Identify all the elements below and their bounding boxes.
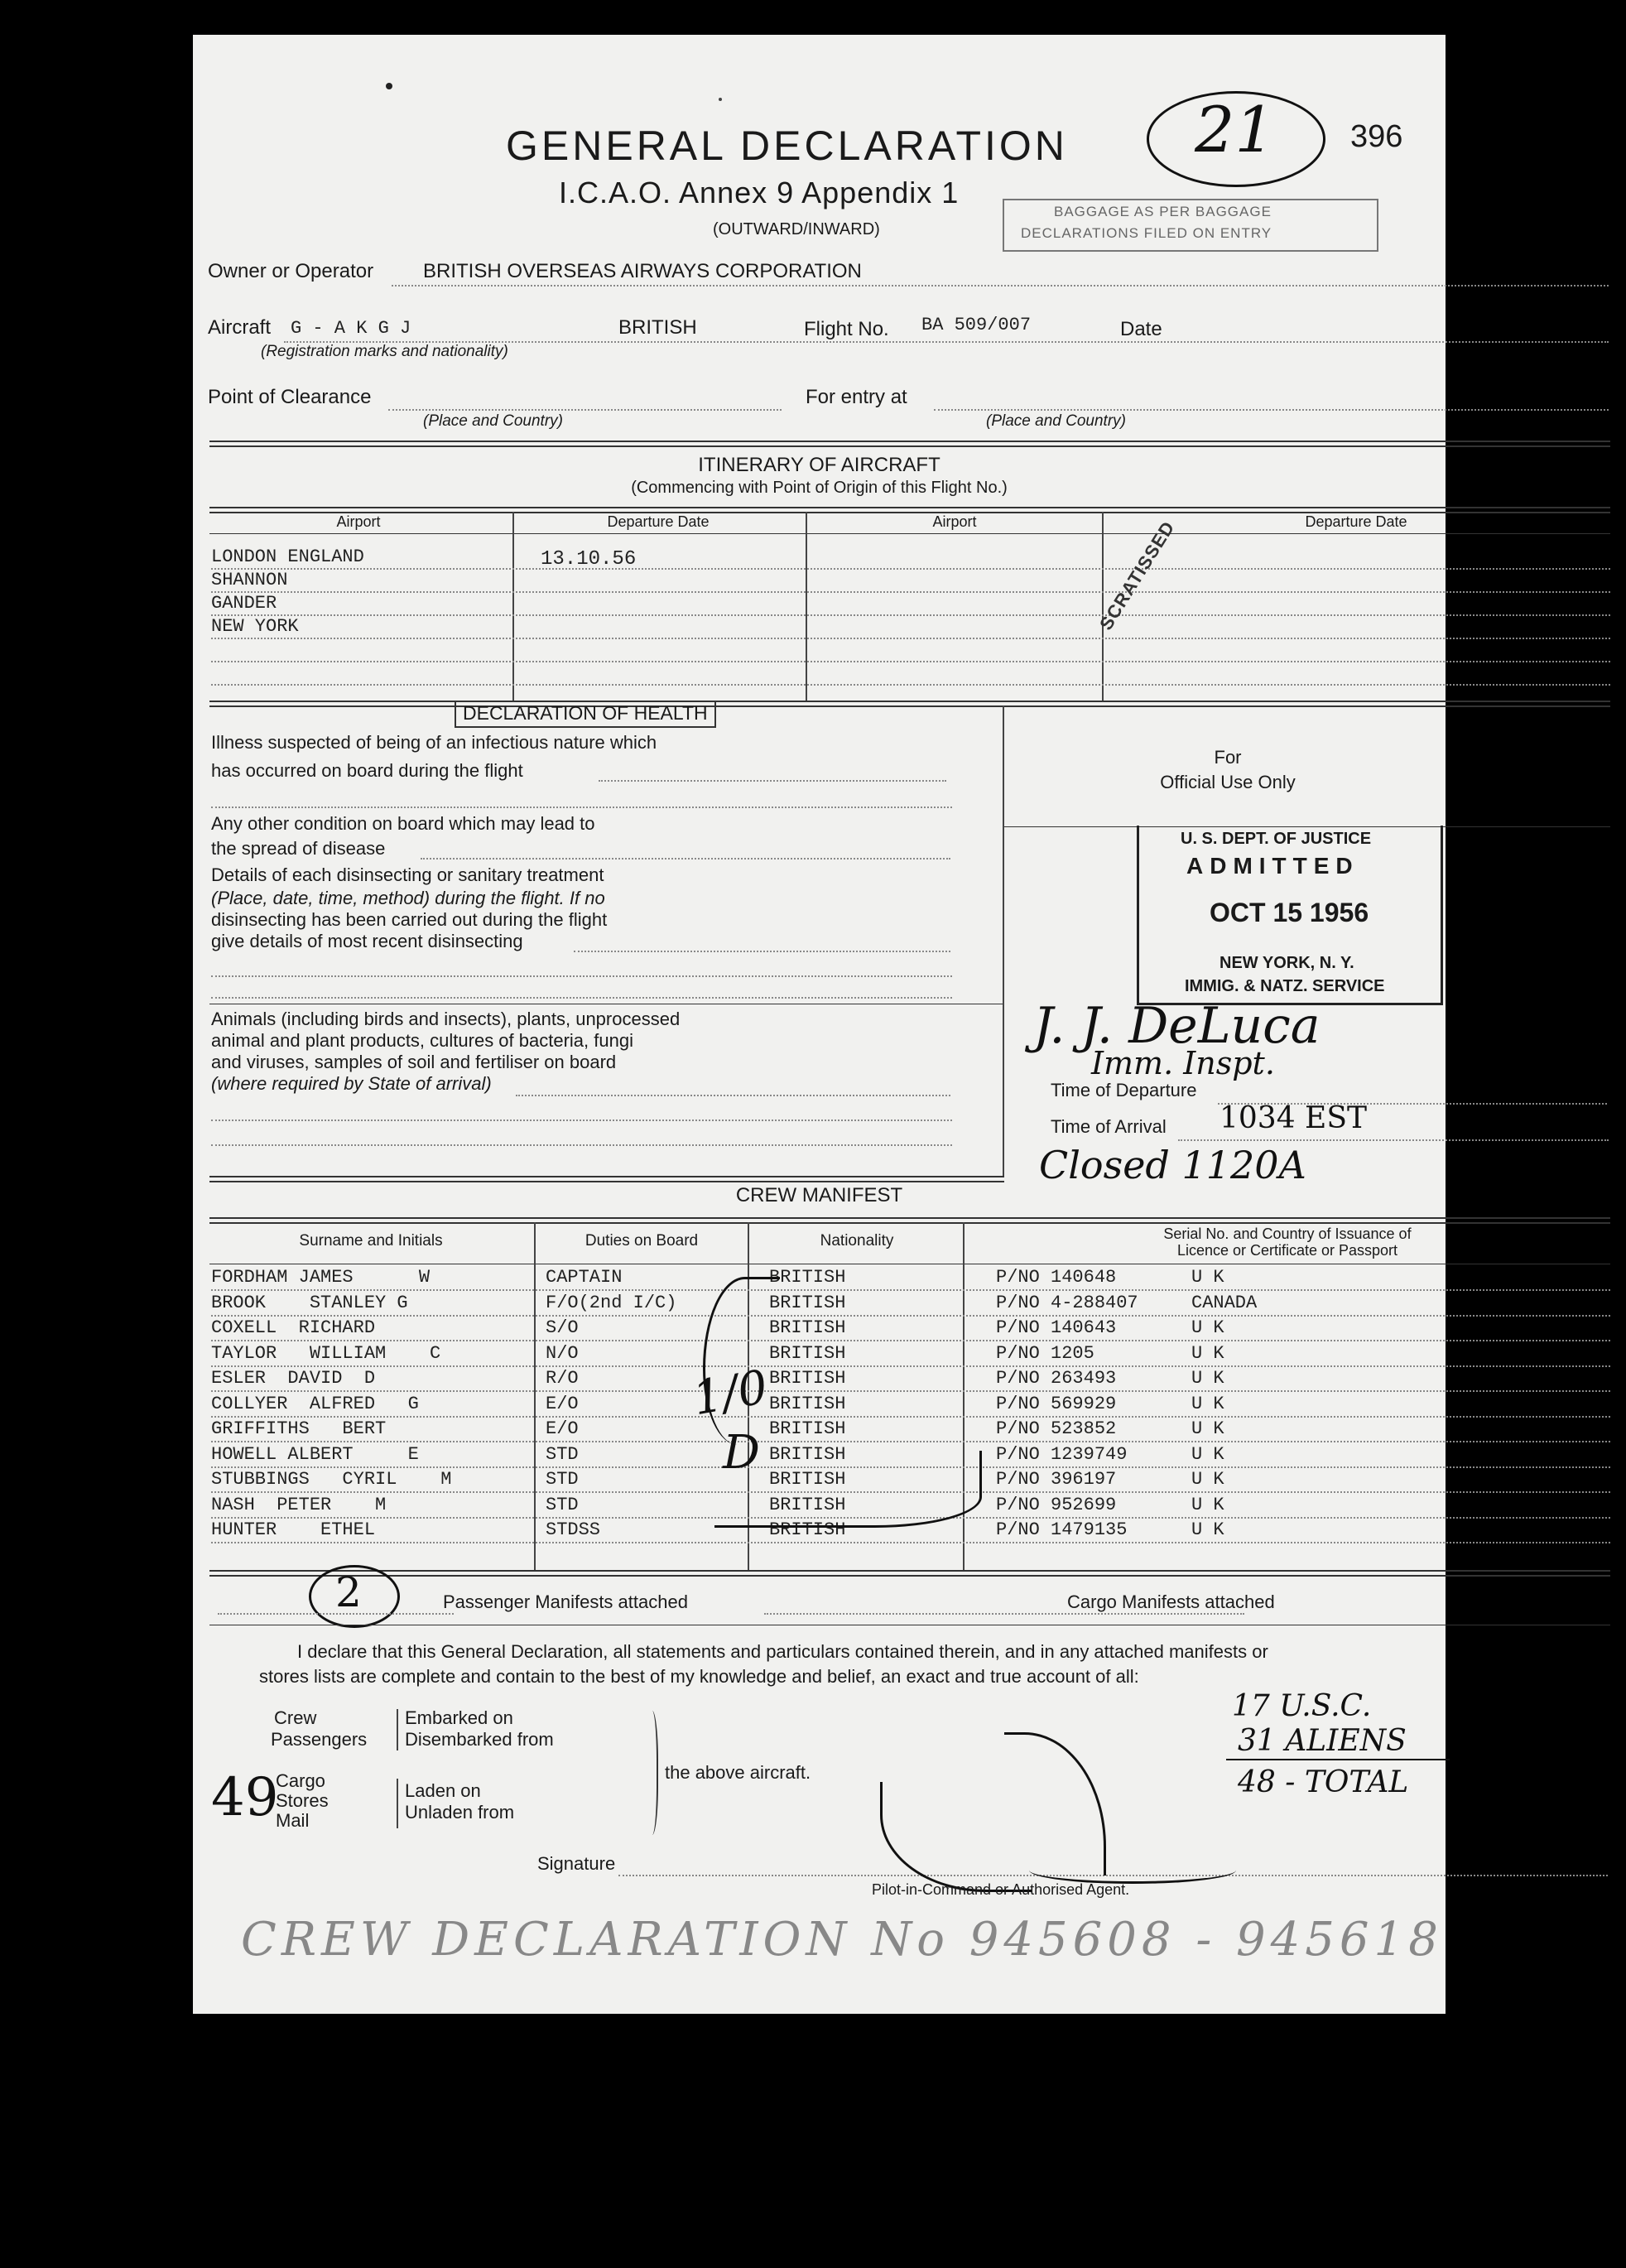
tally-aliens: 31 ALIENS (1238, 1724, 1407, 1758)
tally-total: 48 - TOTAL (1238, 1765, 1409, 1799)
crew-row-rule (211, 1340, 1610, 1341)
crew-header-serial-2: Licence or Certificate or Passport (1176, 1242, 1398, 1259)
itinerary-header-airport-1: Airport (336, 513, 381, 530)
disembarked-word: Disembarked from (405, 1729, 554, 1750)
crew-row-rule (211, 1441, 1610, 1442)
crew-row-nationality: BRITISH (769, 1469, 846, 1490)
crew-row-country: U K (1191, 1469, 1224, 1490)
crew-row-duty: F/O(2nd I/C) (546, 1292, 677, 1313)
itinerary-airport-3: GANDER (211, 593, 277, 614)
hand-count-49: 49 (211, 1767, 279, 1828)
mail-word: Mail (276, 1810, 310, 1831)
inspector-signature: J. J. DeLuca (1033, 997, 1321, 1055)
crew-header-duties: Duties on Board (584, 1232, 699, 1250)
signature-label: Signature (537, 1853, 616, 1874)
crew-row-name: STUBBINGS CYRIL M (211, 1469, 452, 1490)
stamp-text-3: OCT 15 1956 (1210, 898, 1369, 927)
crew-row-name: COXELL RICHARD (211, 1317, 376, 1338)
inspector-title: Imm. Inspt. (1091, 1045, 1275, 1081)
crew-row-nationality: BRITISH (769, 1519, 846, 1540)
owner-label: Owner or Operator (208, 260, 374, 282)
stamp-text-1: U. S. DEPT. OF JUSTICE (1181, 830, 1372, 848)
crew-declaration-note: CREW DECLARATION No 945608 - 945618 (241, 1913, 1443, 1967)
crew-row-country: U K (1191, 1342, 1224, 1364)
crew-row-passport: P/NO 263493 (996, 1368, 1117, 1389)
itinerary-header-date-1: Departure Date (607, 513, 710, 530)
crew-header-nationality: Nationality (820, 1232, 894, 1250)
clearance-label: Point of Clearance (208, 386, 372, 408)
official-title-2: Official Use Only (1160, 772, 1296, 792)
stamp-text-2: ADMITTED (1186, 853, 1359, 879)
arrival-time-label: Time of Arrival (1051, 1116, 1167, 1137)
crew-hand-mark-2: D (723, 1426, 760, 1480)
document-page (193, 35, 1446, 2014)
health-animals-2: animal and plant products, cultures of bacteria, fungi (211, 1030, 633, 1051)
crew-row-passport: P/NO 569929 (996, 1393, 1117, 1414)
crew-row-country: U K (1191, 1368, 1224, 1389)
crew-row-nationality: BRITISH (769, 1342, 846, 1364)
crew-row-nationality: BRITISH (769, 1368, 846, 1389)
crew-row-nationality: BRITISH (769, 1443, 846, 1465)
crew-row-passport: P/NO 1479135 (996, 1519, 1128, 1540)
crew-row-nationality: BRITISH (769, 1393, 846, 1414)
crew-row-name: HUNTER ETHEL (211, 1519, 376, 1540)
clearance-note: (Place and Country) (423, 412, 563, 430)
passenger-manifest-count: 2 (335, 1568, 362, 1616)
health-other-2: the spread of disease (211, 838, 386, 859)
above-aircraft: the above aircraft. (665, 1762, 811, 1783)
crew-row-passport: P/NO 396197 (996, 1469, 1117, 1490)
date-label: Date (1120, 318, 1162, 340)
crew-row-duty: E/O (546, 1418, 579, 1439)
itinerary-airport-4: NEW YORK (211, 616, 299, 637)
entry-note: (Place and Country) (986, 412, 1126, 430)
tally-usc: 17 U.S.C. (1232, 1689, 1372, 1723)
baggage-stamp: BAGGAGE AS PER BAGGAGE DECLARATIONS FILED ON ENTRY (1003, 199, 1378, 252)
owner-value: BRITISH OVERSEAS AIRWAYS CORPORATION (423, 260, 862, 282)
crew-row-duty: STD (546, 1469, 579, 1490)
crew-row-rule (211, 1416, 1610, 1418)
crew-row-nationality: BRITISH (769, 1267, 846, 1288)
crew-row-name: FORDHAM JAMES W (211, 1267, 431, 1288)
crew-row-duty: STDSS (546, 1519, 601, 1540)
page-subtitle: I.C.A.O. Annex 9 Appendix 1 (559, 176, 960, 209)
unladen-word: Unladen from (405, 1802, 515, 1823)
crew-row-nationality: BRITISH (769, 1494, 846, 1515)
flight-label: Flight No. (804, 318, 889, 340)
speck (719, 98, 722, 101)
passengers-word: Passengers (271, 1729, 368, 1750)
itinerary-header-date-2: Departure Date (1305, 513, 1407, 530)
crew-row-nationality: BRITISH (769, 1418, 846, 1439)
crew-title: CREW MANIFEST (735, 1184, 903, 1206)
itinerary-title: ITINERARY OF AIRCRAFT (698, 454, 940, 476)
passenger-manifest-label: Passenger Manifests attached (443, 1591, 688, 1612)
crew-row-name: BROOK STANLEY G (211, 1292, 408, 1313)
health-animals-3: and viruses, samples of soil and fertiliser on board (211, 1052, 617, 1072)
crew-row-duty: R/O (546, 1368, 579, 1389)
crew-row-country: U K (1191, 1418, 1224, 1439)
crew-row-name: COLLYER ALFRED G (211, 1393, 419, 1414)
health-disinsect-4: give details of most recent disinsecting (211, 931, 523, 951)
official-title-1: For (1214, 747, 1242, 768)
health-animals-4: (where required by State of arrival) (211, 1073, 492, 1094)
closed-note: Closed 1120A (1039, 1143, 1306, 1187)
health-illness-2: has occurred on board during the flight (211, 760, 523, 781)
crew-row-name: TAYLOR WILLIAM C (211, 1342, 441, 1364)
crew-row-passport: P/NO 952699 (996, 1494, 1117, 1515)
crew-row-country: U K (1191, 1317, 1224, 1338)
crew-row-country: U K (1191, 1267, 1224, 1288)
health-disinsect-2: (Place, date, time, method) during the flight. If no (211, 888, 605, 908)
flight-value: BA 509/007 (921, 315, 1032, 335)
speck (386, 83, 392, 89)
crew-row-duty: N/O (546, 1342, 579, 1364)
captain-signature (880, 1732, 1236, 1890)
stores-word: Stores (276, 1790, 329, 1811)
crew-hand-scrawl-2 (714, 1451, 982, 1528)
aircraft-nationality: BRITISH (618, 316, 697, 339)
crew-row-rule (211, 1365, 1610, 1367)
health-other-1: Any other condition on board which may lead to (211, 813, 595, 834)
crew-row-country: U K (1191, 1519, 1224, 1540)
health-animals-1: Animals (including birds and insects), plants, unprocessed (211, 1009, 681, 1029)
health-disinsect-1: Details of each disinsecting or sanitary treatment (211, 864, 604, 885)
cargo-manifest-label: Cargo Manifests attached (1067, 1591, 1275, 1612)
crew-row-passport: P/NO 1205 (996, 1342, 1094, 1364)
crew-hand-mark-1: 1/0 (689, 1360, 772, 1427)
registration-note: (Registration marks and nationality) (261, 343, 508, 360)
health-disinsect-3: disinsecting has been carried out during the flight (211, 909, 608, 930)
crew-row-duty: S/O (546, 1317, 579, 1338)
crew-row-name: NASH PETER M (211, 1494, 387, 1515)
crew-row-rule (211, 1315, 1610, 1317)
stamp-text-5: IMMIG. & NATZ. SERVICE (1185, 977, 1385, 995)
itinerary-subtitle: (Commencing with Point of Origin of this Flight No.) (631, 479, 1008, 497)
crew-row-rule (211, 1390, 1610, 1392)
health-title: DECLARATION OF HEALTH (455, 701, 716, 728)
crew-row-duty: E/O (546, 1393, 579, 1414)
entry-label: For entry at (806, 386, 907, 408)
itinerary-airport-1: LONDON ENGLAND (211, 547, 364, 567)
crew-row-name: GRIFFITHS BERT (211, 1418, 387, 1439)
itinerary-airport-2: SHANNON (211, 570, 288, 590)
departure-time-label: Time of Departure (1051, 1080, 1197, 1100)
handwritten-page-number: 21 (1195, 93, 1275, 166)
crew-row-name: HOWELL ALBERT E (211, 1443, 419, 1465)
crew-header-serial-1: Serial No. and Country of Issuance of (1163, 1225, 1412, 1242)
laden-word: Laden on (405, 1780, 481, 1801)
declaration-line-2: stores lists are complete and contain to the best of my knowledge and belief, an exact and true account of all: (259, 1666, 1139, 1687)
aircraft-registration: G - A K G J (291, 318, 411, 339)
scratched-stamp: SCRATISSED (1095, 517, 1179, 634)
health-illness-1: Illness suspected of being of an infectious nature which (211, 732, 657, 753)
crew-row-passport: P/NO 523852 (996, 1418, 1117, 1439)
crew-row-passport: P/NO 140643 (996, 1317, 1117, 1338)
page-number: 396 (1350, 119, 1403, 154)
declaration-line-1: I declare that this General Declaration, all statements and particulars contained therein, and in any attached manifests or (297, 1641, 1268, 1662)
crew-header-name: Surname and Initials (299, 1232, 443, 1250)
stamp-text-4: NEW YORK, N. Y. (1220, 954, 1354, 972)
cargo-word: Cargo (276, 1770, 325, 1791)
bracket (643, 1711, 658, 1835)
crew-row-rule (211, 1542, 1610, 1543)
crew-row-country: U K (1191, 1393, 1224, 1414)
crew-row-passport: P/NO 4-288407 (996, 1292, 1138, 1313)
crew-row-nationality: BRITISH (769, 1292, 846, 1313)
pilot-label: Pilot-in-Command or Authorised Agent. (872, 1881, 1130, 1898)
crew-row-duty: STD (546, 1443, 579, 1465)
crew-row-duty: CAPTAIN (546, 1267, 623, 1288)
crew-row-country: U K (1191, 1443, 1224, 1465)
crew-row-duty: STD (546, 1494, 579, 1515)
itinerary-header-airport-2: Airport (932, 513, 977, 530)
aircraft-label: Aircraft (208, 316, 272, 339)
crew-row-rule (211, 1289, 1610, 1291)
crew-row-passport: P/NO 140648 (996, 1267, 1117, 1288)
crew-hand-scrawl (703, 1277, 780, 1445)
crew-row-nationality: BRITISH (769, 1317, 846, 1338)
embarked-word: Embarked on (405, 1707, 513, 1728)
arrival-time-value: 1034 EST (1220, 1101, 1368, 1135)
crew-row-country: CANADA (1191, 1292, 1258, 1313)
crew-row-passport: P/NO 1239749 (996, 1443, 1128, 1465)
page-title: GENERAL DECLARATION (506, 123, 1068, 169)
itinerary-departure-date: 13.10.56 (541, 548, 637, 571)
crew-row-name: ESLER DAVID D (211, 1368, 376, 1389)
crew-word: Crew (274, 1707, 317, 1728)
crew-row-country: U K (1191, 1494, 1224, 1515)
direction-label: (OUTWARD/INWARD) (713, 220, 880, 238)
